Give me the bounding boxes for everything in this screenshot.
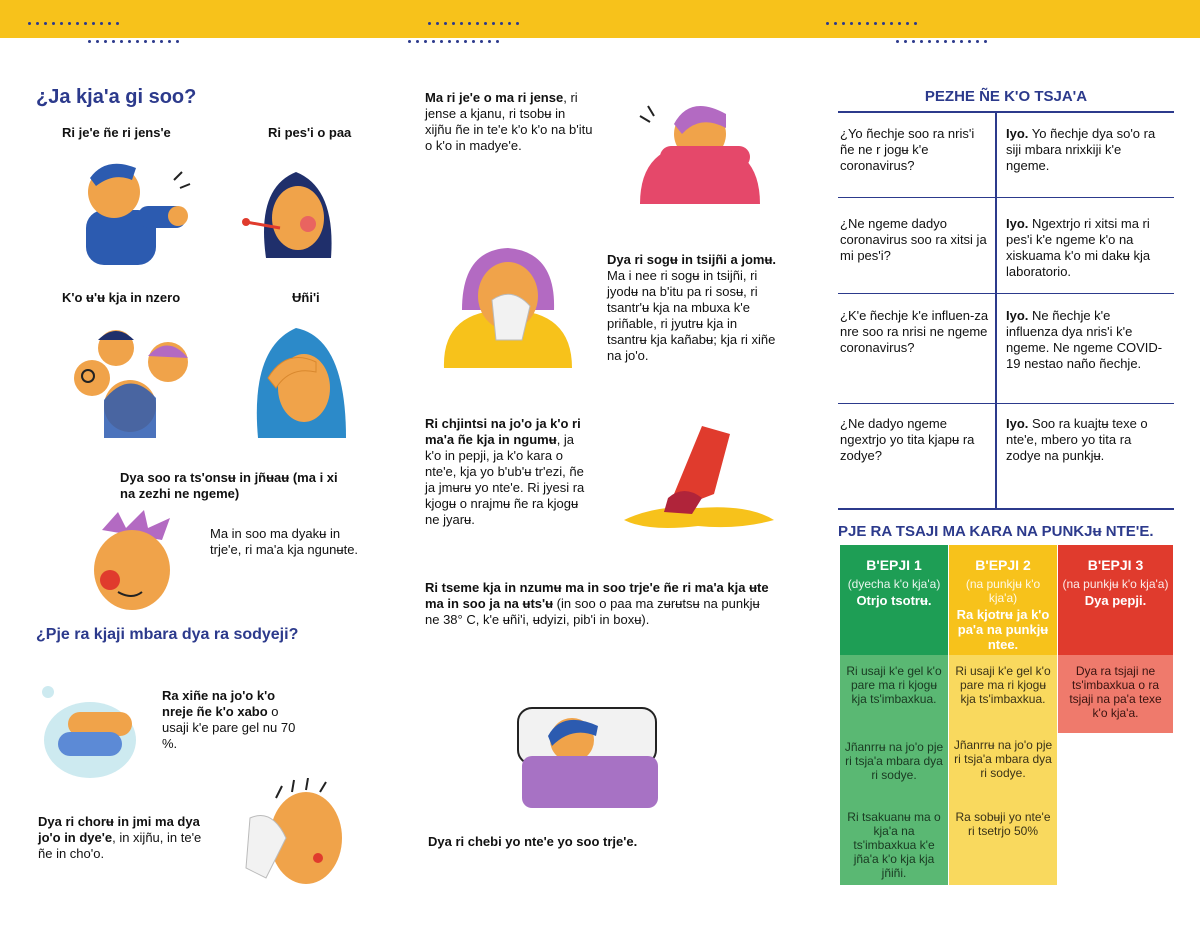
faq-divider: [838, 197, 1174, 198]
phase-1-header: [840, 545, 948, 655]
symptom-label: K'o ʉ'ʉ kja in nzero: [62, 290, 181, 305]
faq-answer: Iyo. Ngextrjo ri xitsi ma ri pes'i k'e ngeme k'o na xiskuama k'o mi dakʉ kja laboratorio.: [1006, 216, 1151, 279]
phases-title: PJE RA TSAJI MA KARA NA PUNKJʉ NTE'E.: [838, 523, 1154, 540]
faq-question: ¿Ne dadyo ngeme ngextrjo yo tita kjapʉ ra zodye?: [840, 416, 975, 463]
phase-cell: Ri usaji k'e gel k'o pare ma ri kjogʉ kja ts'imbaxkua.: [846, 664, 942, 706]
faq-divider: [838, 508, 1174, 510]
prevention-item: Ma ri je'e o ma ri jense, ri jense a kjanu, ri tsobʉ in xijñu ñe in te'e k'o k'o na b'itu o k'o in madye'e.: [425, 90, 593, 153]
sick-in-bed-illustration: [512, 700, 662, 812]
blowing-nose-illustration: [432, 240, 582, 370]
faq-divider: [838, 111, 1174, 113]
group-illustration: [66, 318, 196, 443]
cleaning-illustration: [618, 424, 778, 534]
dot-pattern: [428, 22, 520, 25]
prevention-item: Dya ri chebi yo nte'e yo soo trje'e.: [428, 834, 638, 849]
faq-divider: [995, 111, 997, 509]
symptom-label: Ʉñi'i: [292, 290, 320, 305]
top-banner: [0, 0, 1200, 38]
faq-title: PEZHE ÑE K'O TSJA'A: [924, 88, 1088, 105]
coughing-illustration: [630, 94, 770, 214]
phase-cell: Jñanrrʉ na jo'o pje ri tsja'a mbara dya ri sodye.: [844, 740, 944, 782]
prevention-item: Ra xiñe na jo'o k'o nreje ñe k'o xabo o usaji k'e pare gel nu 70 %.: [162, 688, 296, 751]
prevention-title: ¿Pje ra kjaji mbara dya ra sodyeji?: [36, 626, 299, 643]
symptom-label: Dya soo ra ts'onsʉ in jñʉaʉ (ma i xi na zezhi ne ngeme): [120, 470, 338, 501]
symptom-label: Ri je'e ñe ri jens'e: [62, 125, 171, 140]
fever-woman-illustration: [236, 158, 356, 263]
faq-answer: Iyo. Yo ñechje dya so'o ra siji mbara nrixkiji k'e ngeme.: [1006, 126, 1156, 173]
prevention-item: Dya ri sogʉ in tsijñi a jomʉ. Ma i nee ri sogʉ in tsijñi, ri jyodʉ na b'itu pa ri sosʉ, ri tsantr'ʉ kja na mbuxa k'e priñable, ri jyutrʉ kja in tsantrʉ kja kañabʉ; kja ri xiñe na jo'o.: [607, 252, 777, 363]
phase-subtitle: (dyecha k'o kja'a): [847, 577, 941, 591]
phase-label: B'EPJI 2: [975, 557, 1031, 573]
dot-pattern: [408, 40, 500, 43]
wiping-face-illustration: [236, 778, 356, 893]
headache-woman-illustration: [246, 318, 356, 443]
phase-label: B'EPJI 3: [1087, 557, 1144, 573]
sneezing-man-illustration: [66, 150, 196, 270]
faq-question: ¿K'e ñechje k'e influen-za nre soo ra nrisi ne ngeme coronavirus?: [840, 308, 989, 355]
prevention-item: Dya ri chorʉ in jmi ma dya jo'o in dye'e, in xijñu, in te'e ñe in cho'o.: [38, 814, 202, 861]
faq-answer: Iyo. Ne ñechje k'e influenza dya nris'i k'e ngeme. Ne ngeme COVID-19 nestao naño ñechje.: [1006, 308, 1163, 371]
phase-subtitle: (na punkjʉ k'o kja'a): [965, 577, 1041, 605]
phase-cell: Ri usaji k'e gel k'o pare ma ri kjogʉ kja ts'imbaxkua.: [955, 664, 1051, 706]
phase-cell: Jñanrrʉ na jo'o pje ri tsja'a mbara dya ri sodye.: [953, 738, 1053, 780]
faq-answer: Iyo. Soo ra kuajtʉ texe o nte'e, mbero yo tita ra zodye na punkjʉ.: [1006, 416, 1148, 463]
phase-main-text: Dya pepji.: [1084, 593, 1147, 608]
phase-main-text: Otrjo tsotrʉ.: [856, 593, 932, 608]
prevention-item: Ri chjintsi na jo'o ja k'o ri ma'a ñe kja in ngumʉ, ja k'o in pepji, ja k'o kara o nte'e, kja yo b'ub'ʉ tr'ezi, ñe ja jmʉrʉ yo nte'e. Ri jyesi ra kjogʉ o nrajmʉ ñe ra kjogʉ ne jyarʉ.: [425, 416, 585, 527]
faq-question: ¿Ne ngeme dadyo coronavirus soo ra xitsi ja mi pes'i?: [840, 216, 987, 263]
symptom-description: Ma in soo ma dyakʉ in trje'e, ri ma'a kja ngunʉte.: [210, 526, 359, 557]
phase-main-text: Ra kjotrʉ ja k'o pa'a na punkjʉ ntee.: [956, 607, 1050, 652]
phase-cell: Ri tsakuanʉ ma o kja'a na ts'imbaxkua k'e jña'a k'o kja kja jñiñi.: [847, 810, 941, 880]
phase-label: B'EPJI 1: [866, 557, 922, 573]
phase-subtitle: (na punkjʉ k'o kja'a): [1062, 577, 1169, 591]
faq-question: ¿Yo ñechje soo ra nris'i ñe ne r jogʉ k'e coronavirus?: [840, 126, 975, 173]
prevention-item: Ri tseme kja in nzumʉ ma in soo trje'e ñe ri ma'a kja ʉte ma in soo ja na ʉts'ʉ (in soo o paa ma zʉrʉtsʉ na punkjʉ ne 38° C, k'e ʉñi'i, ʉdyizi, pib'i in boxʉ).: [425, 580, 769, 627]
symptoms-title: ¿Ja kja'a gi soo?: [36, 86, 197, 108]
dot-pattern: [826, 22, 918, 25]
dot-pattern: [28, 22, 120, 25]
dot-pattern: [88, 40, 180, 43]
dot-pattern: [896, 40, 988, 43]
phase-3-header: [1058, 545, 1173, 655]
faq-divider: [838, 293, 1174, 294]
phase-cell: Ra sobʉji yo nte'e ri tsetrjo 50%: [955, 810, 1051, 838]
sick-man-illustration: [82, 510, 182, 615]
handwash-illustration: [38, 682, 148, 782]
phase-2-header: [949, 545, 1057, 655]
symptom-label: Ri pes'i o paa: [268, 125, 352, 140]
faq-divider: [838, 403, 1174, 404]
phase-cell: Dya ra tsjaji ne ts'imbaxkua o ra tsjaji na pa'a texe k'o kja'a.: [1069, 664, 1162, 720]
